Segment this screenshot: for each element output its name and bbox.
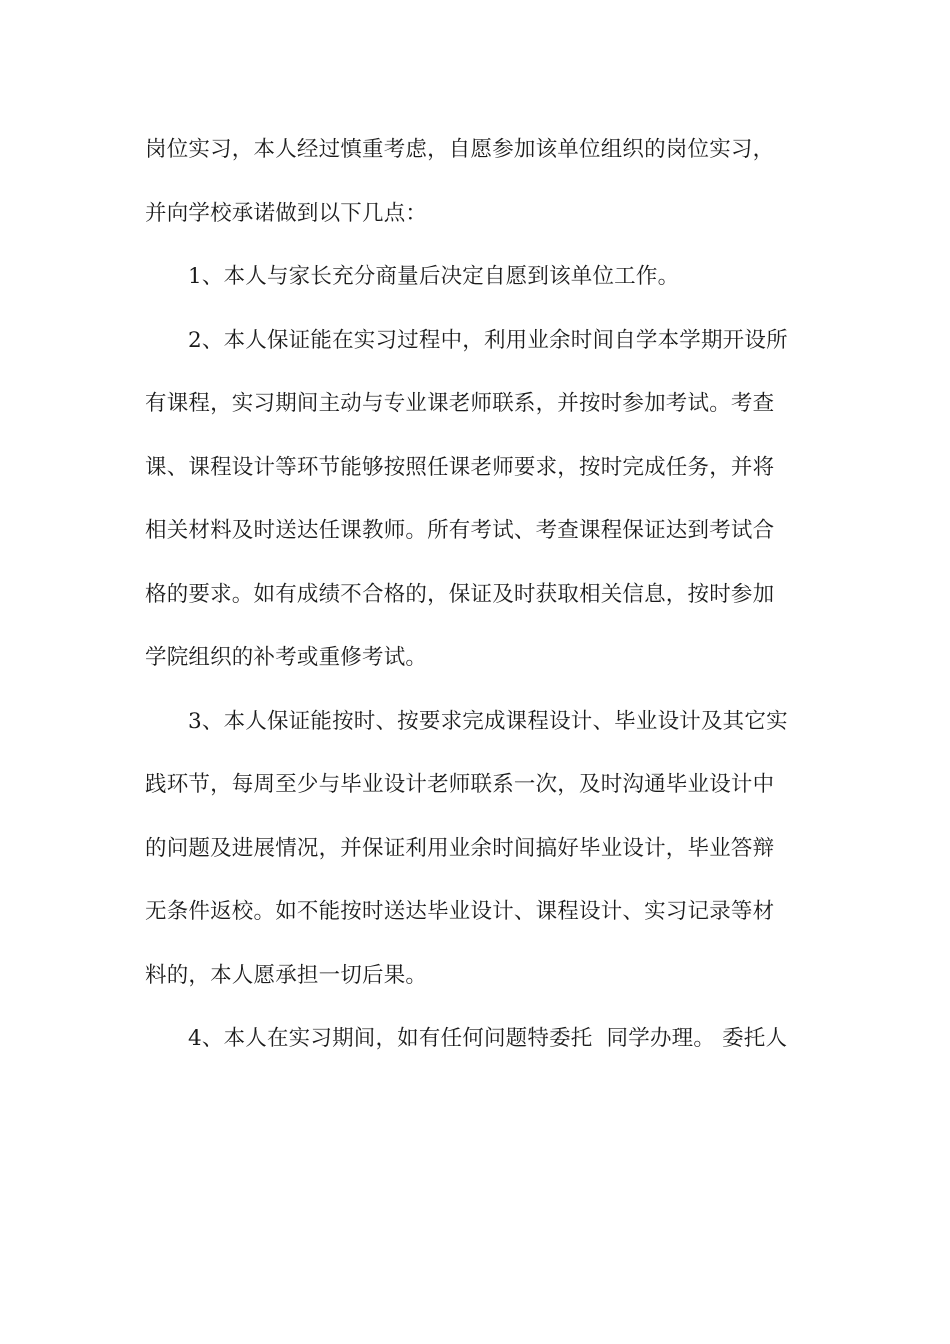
- text-line: 无条件返校。如不能按时送达毕业设计、课程设计、实习记录等材: [145, 899, 775, 924]
- text-line: 相关材料及时送达任课教师。所有考试、考查课程保证达到考试合: [145, 518, 775, 543]
- text-line: 并向学校承诺做到以下几点：: [145, 200, 428, 226]
- text-line: 课、课程设计等环节能够按照任课老师要求，按时完成任务，并将: [145, 454, 775, 480]
- text-line: 料的，本人愿承担一切后果。: [145, 962, 428, 988]
- text-line: 有课程，实习期间主动与专业课老师联系，并按时参加考试。考查: [145, 391, 775, 416]
- text-line: 的问题及进展情况，并保证利用业余时间搞好毕业设计，毕业答辩: [145, 835, 775, 861]
- list-item-1: 1、本人与家长充分商量后决定自愿到该单位工作。: [188, 264, 680, 289]
- list-item-4: 4、本人在实习期间，如有任何问题特委托 同学办理。 委托人: [188, 1026, 788, 1051]
- text-line: 学院组织的补考或重修考试。: [145, 645, 428, 670]
- document-body: [145, 118, 810, 1071]
- list-item-2: 2、本人保证能在实习过程中，利用业余时间自学本学期开设所: [188, 327, 788, 353]
- text-line: 格的要求。如有成绩不合格的，保证及时获取相关信息，按时参加: [145, 581, 775, 607]
- text-line: 践环节，每周至少与毕业设计老师联系一次，及时沟通毕业设计中: [145, 772, 775, 797]
- text-line: 岗位实习，本人经过慎重考虑，自愿参加该单位组织的岗位实习，: [145, 137, 775, 162]
- list-item-3: 3、本人保证能按时、按要求完成课程设计、毕业设计及其它实: [188, 708, 788, 734]
